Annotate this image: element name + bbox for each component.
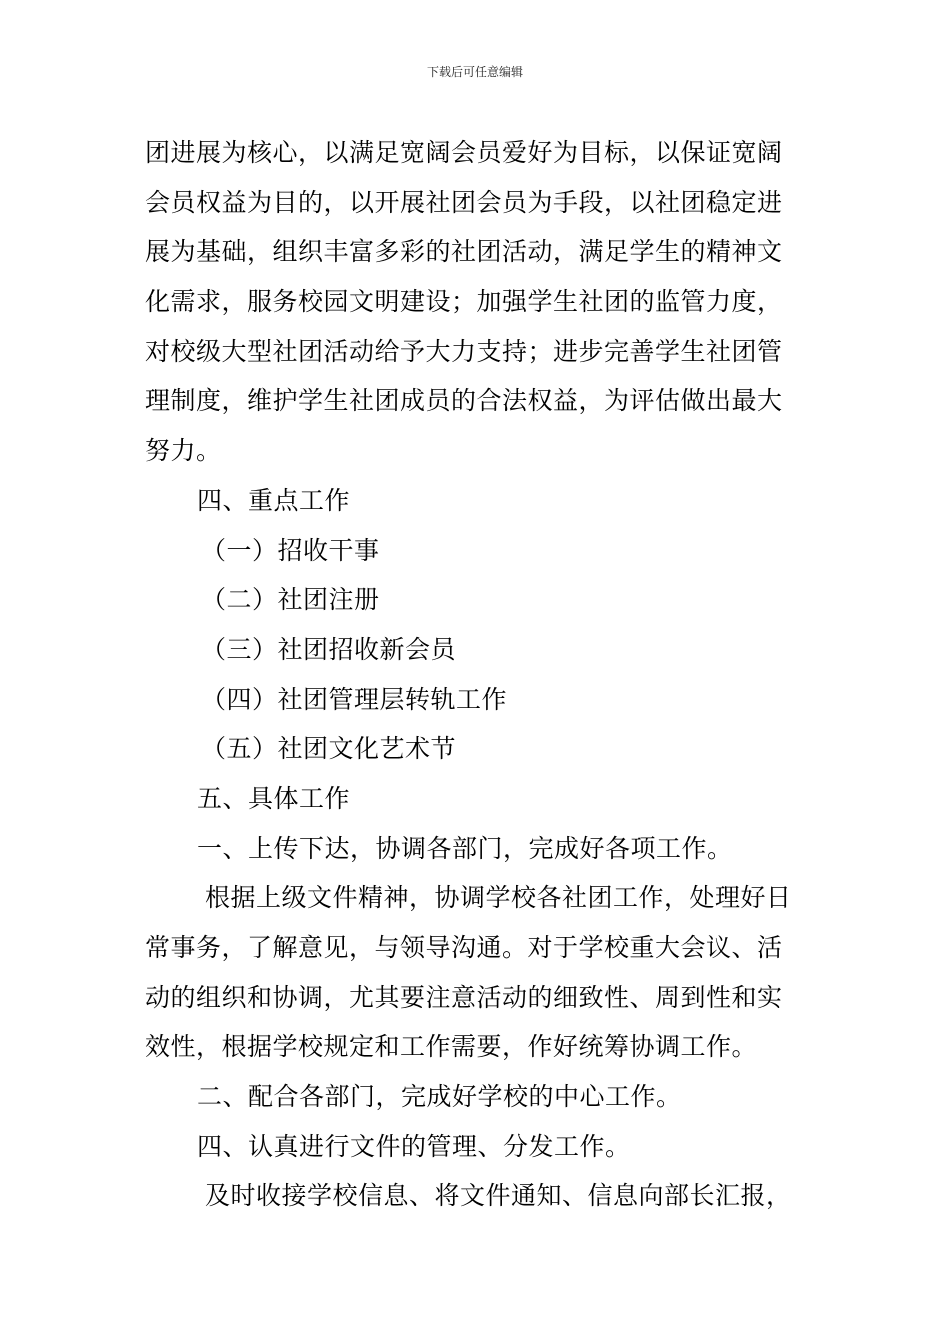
paragraph-line: 展为基础，组织丰富多彩的社团活动，满足学生的精神文 [145,237,783,267]
paragraph-line: 会员权益为目的，以开展社团会员为手段，以社团稳定进 [145,187,783,217]
list-item: （一）招收干事 [201,535,380,565]
list-item: （二）社团注册 [201,585,380,615]
subsection-heading: 二、配合各部门，完成好学校的中心工作。 [197,1082,682,1112]
list-item: （五）社团文化艺术节 [201,734,457,764]
paragraph-line: 理制度，维护学生社团成员的合法权益，为评估做出最大 [145,386,783,416]
paragraph-line: 对校级大型社团活动给予大力支持；进步完善学生社团管 [145,336,783,366]
paragraph-line: 常事务，了解意见，与领导沟通。对于学校重大会议、活 [145,933,783,962]
paragraph-line: 团进展为核心，以满足宽阔会员爱好为目标，以保证宽阔 [145,138,783,167]
paragraph-line: 效性，根据学校规定和工作需要，作好统筹协调工作。 [145,1032,758,1062]
paragraph-line: 努力。 [145,436,222,466]
section-heading: 五、具体工作 [197,783,351,813]
paragraph-line: 动的组织和协调，尤其要注意活动的细致性、周到性和实 [145,982,783,1012]
list-item: （四）社团管理层转轨工作 [201,684,508,714]
subsection-heading: 四、认真进行文件的管理、分发工作。 [197,1131,631,1161]
paragraph-line: 化需求，服务校园文明建设；加强学生社团的监管力度， [145,287,783,317]
list-item: （三）社团招收新会员 [201,634,457,664]
paragraph-line: 及时收接学校信息、将文件通知、信息向部长汇报， [205,1181,792,1211]
section-heading: 四、重点工作 [197,485,351,515]
page-header: 下载后可任意编辑 [426,65,523,79]
document-body [145,128,810,1221]
subsection-heading: 一、上传下达，协调各部门，完成好各项工作。 [197,833,733,863]
paragraph-line: 根据上级文件精神，协调学校各社团工作，处理好日 [205,883,792,913]
